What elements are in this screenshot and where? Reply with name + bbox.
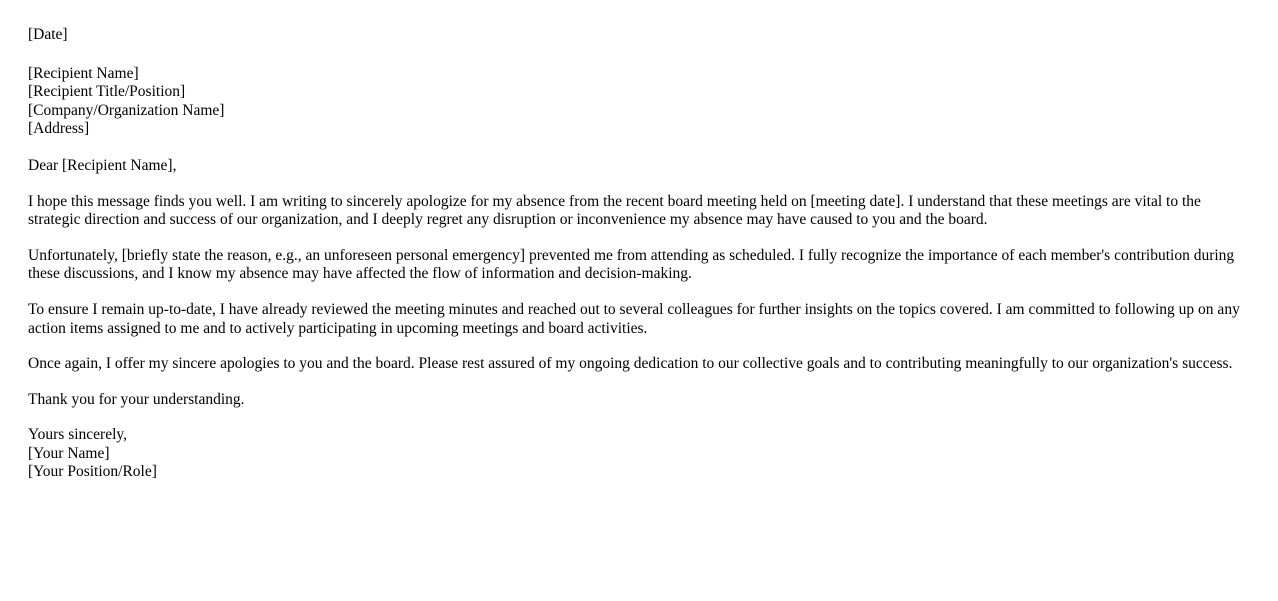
body-paragraph-5: Thank you for your understanding. <box>28 390 245 408</box>
body-paragraph-3: To ensure I remain up-to-date, I have already reviewed the meeting minutes and reached out to several colleagues for further insights on the topics covered. I am committed to following up on any action items assigned to me and to actively participating in upcoming meetings and board activities. <box>28 300 1240 337</box>
recipient-name-line: [Recipient Name] <box>28 65 139 83</box>
body-paragraph-1: I hope this message finds you well. I am writing to sincerely apologize for my absence from the recent board meeting held on [meeting date]. I understand that these meetings are vital to the strategic direction and success of our organization, and I deeply regret any disruption or inconvenience my absence may have caused to you and the board. <box>28 192 1201 229</box>
date-placeholder: [Date] <box>28 26 68 43</box>
date-block <box>28 26 1240 44</box>
signer-role: [Your Position/Role] <box>28 462 157 480</box>
body-paragraph-4: Once again, I offer my sincere apologies to you and the board. Please rest assured of my ongoing dedication to our collective goals and to contributing meaningfully to our organization's success. <box>28 355 1233 373</box>
closing-salutation: Yours sincerely, <box>28 426 128 444</box>
recipient-address-block <box>28 65 1240 138</box>
recipient-company-line: [Company/Organization Name] <box>28 101 225 119</box>
salutation-line: Dear [Recipient Name], <box>28 157 177 175</box>
recipient-address-line: [Address] <box>28 119 90 137</box>
signer-name: [Your Name] <box>28 444 110 462</box>
body-paragraph-2: Unfortunately, [briefly state the reason, e.g., an unforeseen personal emergency] prevented me from attending as scheduled. I fully recognize the importance of each member's contribution during these discussions, and I know my absence may have affected the flow of information and decision-making. <box>28 246 1235 283</box>
closing-block <box>28 426 1240 481</box>
recipient-title-line: [Recipient Title/Position] <box>28 83 186 101</box>
